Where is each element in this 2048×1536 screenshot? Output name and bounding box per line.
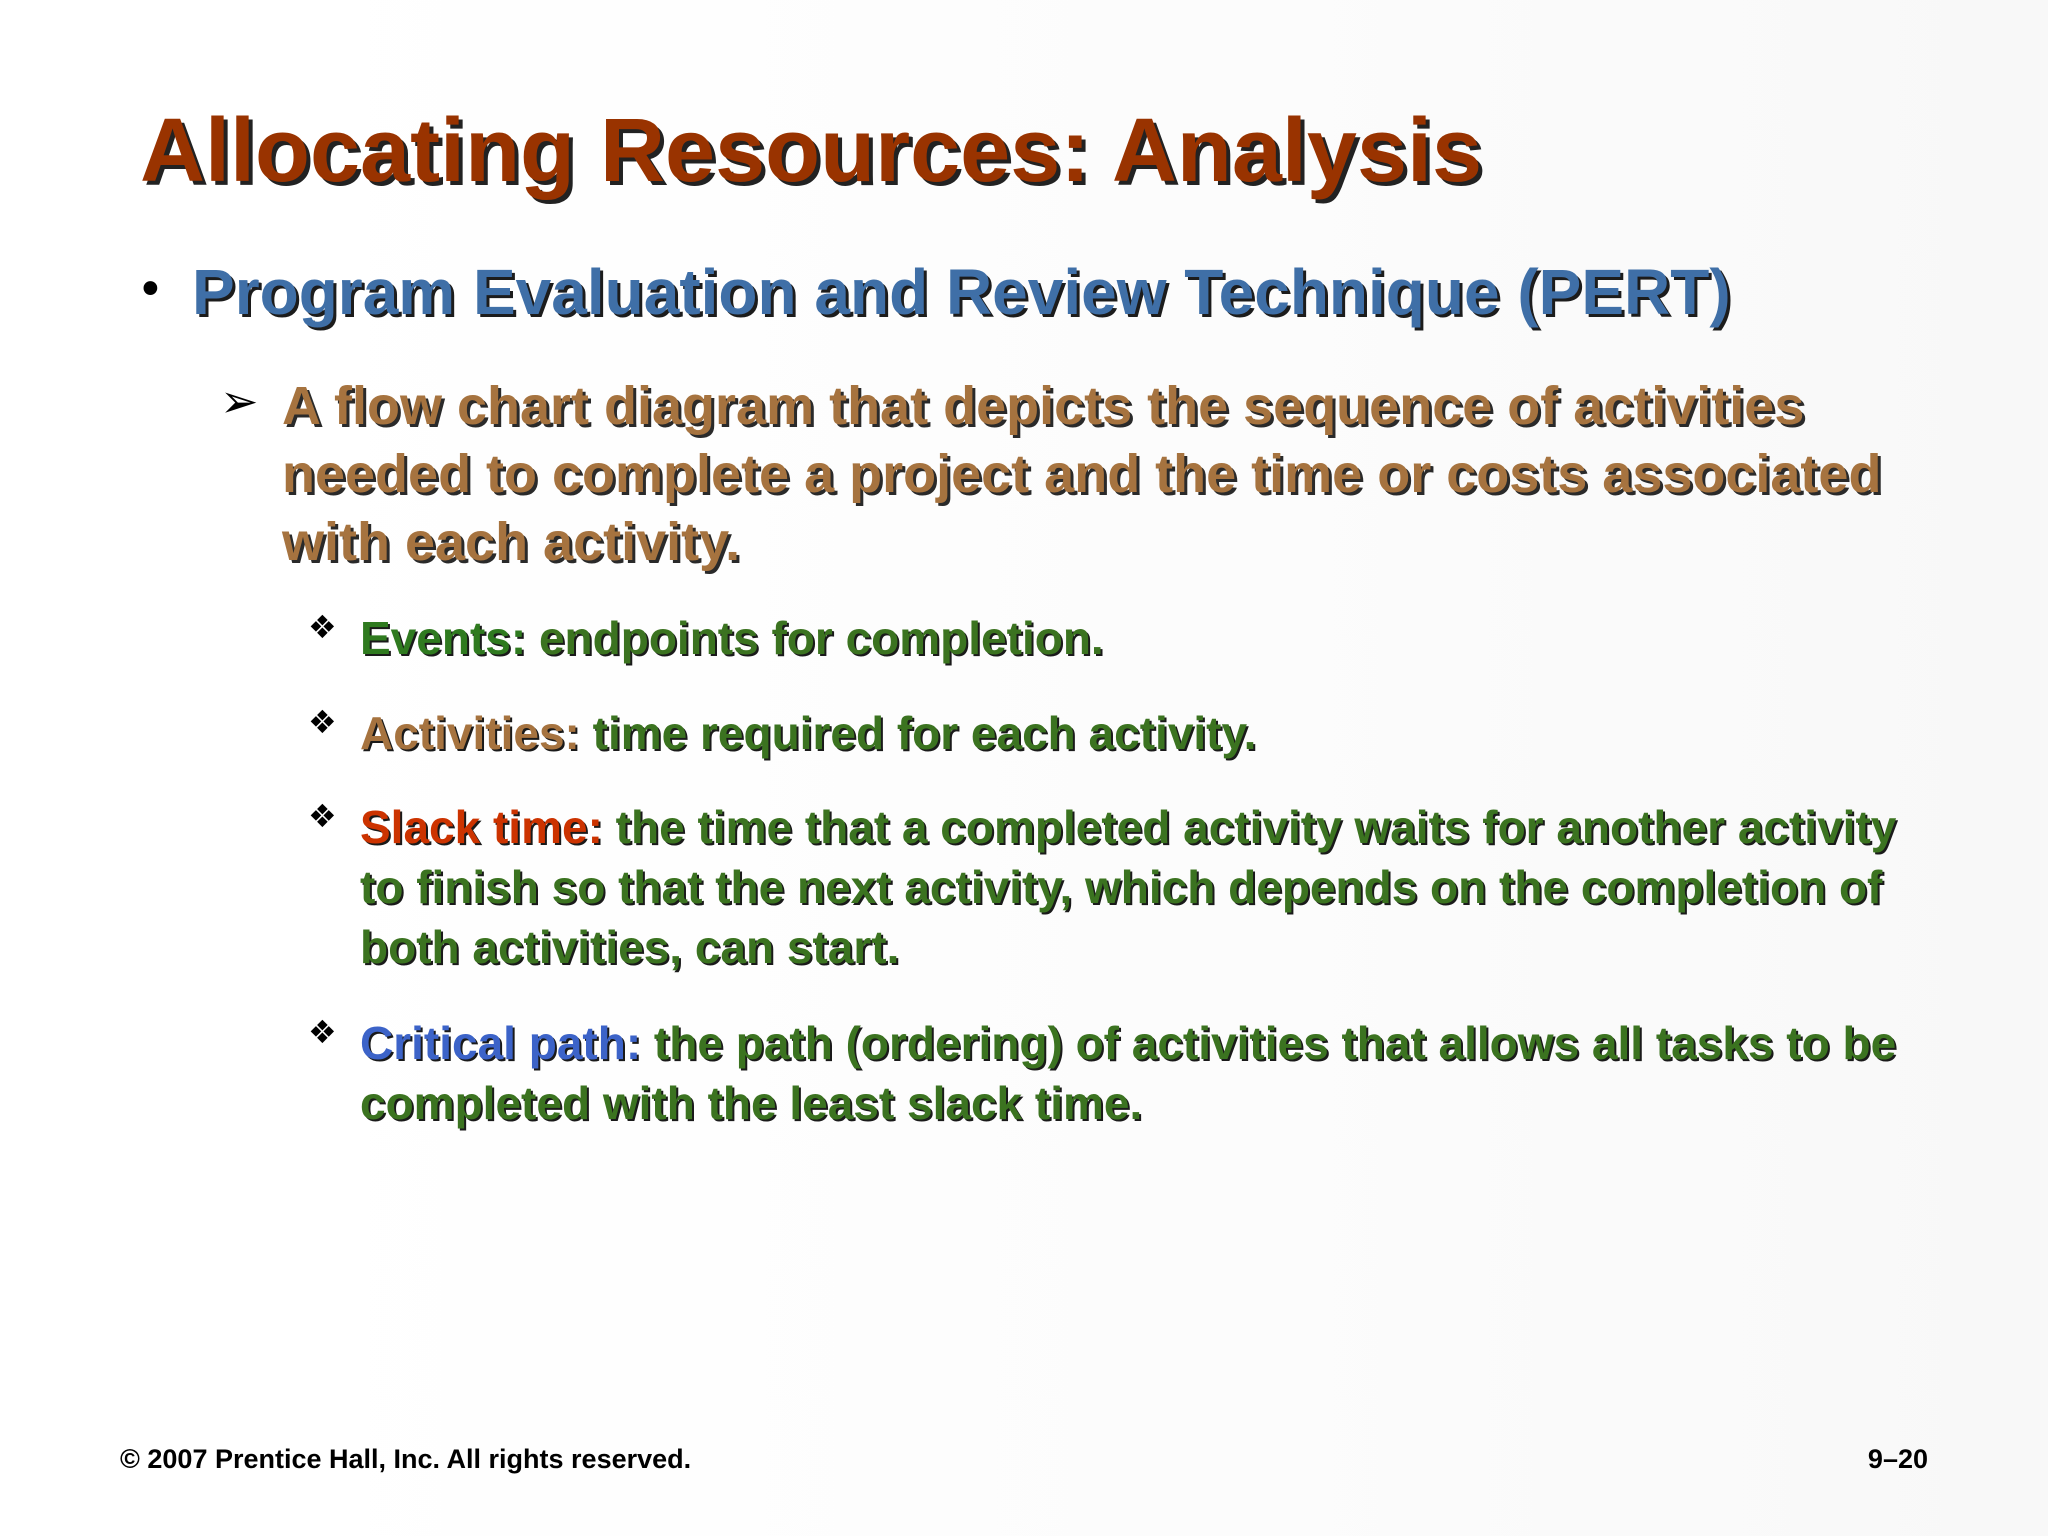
diamond-bullet-icon: ❖ [308, 798, 337, 834]
term-critical-path-text [360, 1013, 1948, 1133]
term-critical-path [308, 1013, 1948, 1133]
bullet-pert-text: Program Evaluation and Review Technique (PERT) [192, 256, 1731, 328]
term-events-definition: endpoints for completion. [526, 612, 1104, 664]
bullet-pert [142, 255, 1731, 329]
term-slack-time [308, 797, 1948, 977]
diamond-bullet-icon: ❖ [308, 1014, 337, 1050]
term-activities [308, 703, 1948, 763]
term-events-label: Events: [360, 612, 527, 664]
term-slack-time-definition: the time that a completed activity waits for another activity to finish so that the next activity, which depends on the completion of both activities, can start. [360, 801, 1897, 973]
diamond-bullet-icon: ❖ [308, 704, 337, 740]
term-activities-definition: time required for each activity. [579, 707, 1257, 759]
term-slack-time-label: Slack time: [360, 801, 603, 853]
copyright-notice: © 2007 Prentice Hall, Inc. All rights reserved. [120, 1444, 692, 1474]
sub-bullet-definition [220, 372, 1920, 576]
term-events-text [360, 608, 1948, 668]
term-events [308, 608, 1948, 668]
term-slack-time-text [360, 797, 1948, 977]
arrow-bullet-icon: ➢ [220, 375, 259, 427]
slide-title: Allocating Resources: Analysis [140, 101, 1483, 201]
sub-bullet-definition-text: A flow chart diagram that depicts the sequence of activities needed to complete a project and the time or costs associated with each activity. [282, 376, 1882, 572]
term-critical-path-label: Critical path: [360, 1017, 642, 1069]
page-number: 9–20 [1867, 1444, 1928, 1474]
bullet-dot-icon: • [142, 262, 159, 315]
term-critical-path-definition: the path (ordering) of activities that allows all tasks to be completed with the least slack time. [360, 1017, 1897, 1129]
diamond-bullet-icon: ❖ [308, 609, 337, 645]
term-activities-label: Activities: [360, 707, 580, 759]
term-activities-text [360, 703, 1948, 763]
